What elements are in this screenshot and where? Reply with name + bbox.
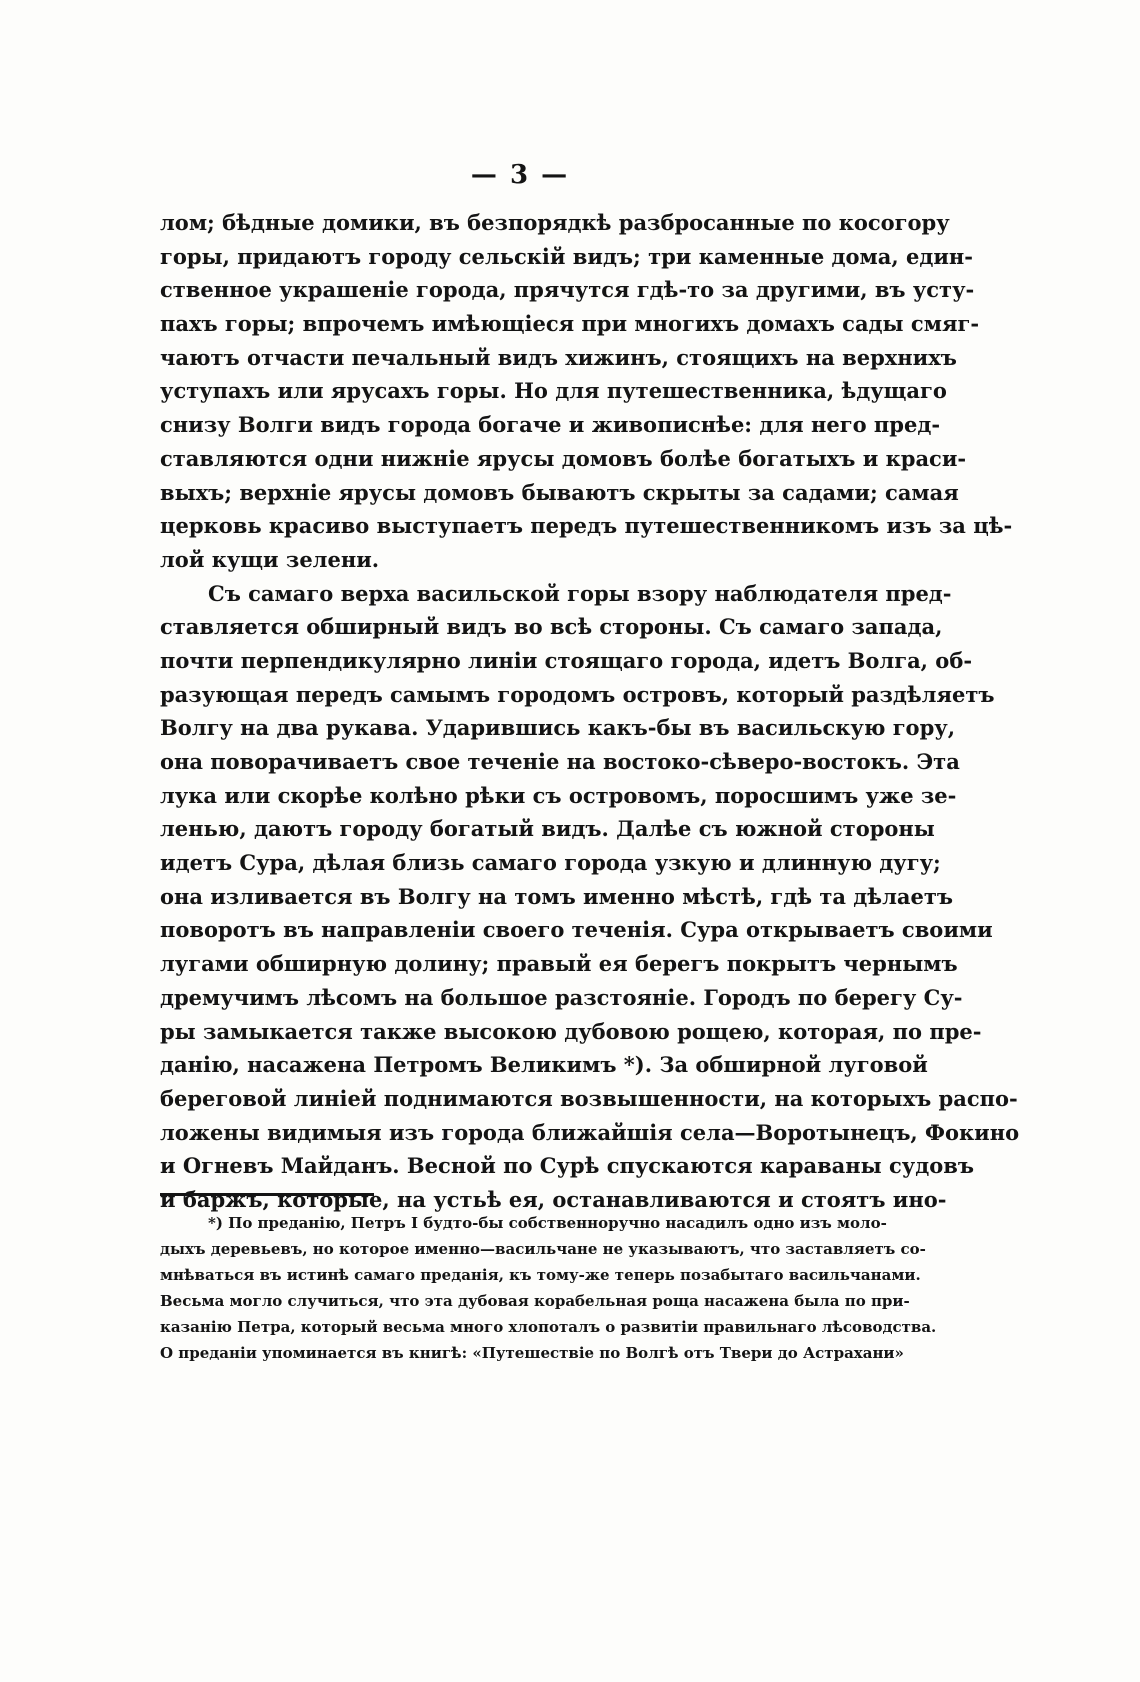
text-line: и Огневъ Майданъ. Весной по Сурѣ спускаются караваны судовъ — [160, 1153, 974, 1179]
text-line: уступахъ или ярусахъ горы. Но для путешественника, ѣдущаго — [160, 378, 947, 404]
text-line: лой кущи зелени. — [160, 546, 380, 572]
footnote-line: *) По преданію, Петръ I будто-бы собственноручно насадилъ одно изъ моло- — [208, 1214, 887, 1232]
text-line: церковь красиво выступаетъ передъ путешественникомъ изъ за цѣ- — [160, 513, 1013, 539]
page-number: — 3 — — [470, 160, 570, 190]
footnote-line: О преданіи упоминается въ книгѣ: «Путешествіе по Волгѣ отъ Твери до Астрахани» — [160, 1344, 904, 1362]
footnote-divider — [160, 1193, 374, 1196]
text-line: она изливается въ Волгу на томъ именно мѣстѣ, гдѣ та дѣлаетъ — [160, 883, 953, 909]
text-line: Волгу на два рукава. Ударившись какъ-бы въ васильскую гору, — [160, 715, 956, 741]
text-line: чаютъ отчасти печальный видъ хижинъ, стоящихъ на верхнихъ — [160, 344, 957, 370]
text-line: лугами обширную долину; правый ея берегъ покрытъ чернымъ — [160, 951, 958, 977]
text-line: она поворачиваетъ свое теченіе на востоко-сѣверо-востокъ. Эта — [160, 749, 960, 774]
text-line: Съ самаго верха васильской горы взору наблюдателя пред- — [208, 580, 952, 606]
footnote-line: казанію Петра, который весьма много хлопоталъ о развитіи правильнаго лѣсоводства. — [160, 1318, 937, 1336]
text-line: береговой линіей поднимаются возвышенности, на которыхъ распо- — [160, 1085, 1018, 1111]
text-line: горы, придаютъ городу сельскій видъ; три каменные дома, един- — [160, 243, 974, 269]
text-line: лука или скорѣе колѣно рѣки съ островомъ, поросшимъ уже зе- — [160, 782, 957, 808]
text-line: данію, насажена Петромъ Великимъ *). За обширной луговой — [160, 1052, 928, 1078]
text-line: поворотъ въ направленіи своего теченія. Сура открываетъ своими — [160, 917, 993, 943]
text-line: пахъ горы; впрочемъ имѣющіеся при многихъ домахъ сады смяг- — [160, 311, 980, 337]
text-line: выхъ; верхніе ярусы домовъ бываютъ скрыты за садами; самая — [160, 479, 959, 505]
text-line: почти перпендикулярно линіи стоящаго города, идетъ Волга, об- — [160, 647, 973, 673]
footnote-line: мнѣваться въ истинѣ самаго преданія, къ тому-же теперь позабытаго васильчанами. — [160, 1266, 921, 1284]
main-text — [160, 206, 1020, 1217]
footnote-line: Весьма могло случиться, что эта дубовая корабельная роща насажена была по при- — [160, 1292, 910, 1310]
text-line: ленью, даютъ городу богатый видъ. Далѣе съ южной стороны — [160, 816, 935, 842]
text-line: лом; бѣдные домики, въ безпорядкѣ разбросанные по косогору — [160, 210, 950, 235]
text-line: ложены видимыя изъ города ближайшія села—Воротынецъ, Фокино — [160, 1119, 1020, 1145]
text-line: ставляются одни нижніе ярусы домовъ болѣе богатыхъ и краси- — [160, 445, 967, 471]
text-line: и баржъ, которые, на устьѣ ея, останавливаются и стоятъ ино- — [160, 1186, 947, 1212]
text-line: снизу Волги видъ города богаче и живописнѣе: для него пред- — [160, 412, 941, 438]
text-line: дремучимъ лѣсомъ на большое разстояніе. Городъ по берегу Су- — [160, 984, 963, 1010]
text-line: ственное украшеніе города, прячутся гдѣ-то за другими, въ усту- — [160, 277, 975, 303]
footnote — [160, 1210, 937, 1366]
text-line: разующая передъ самымъ городомъ островъ, который раздѣляетъ — [160, 681, 995, 707]
text-line: ставляется обширный видъ во всѣ стороны. Съ самаго запада, — [160, 614, 943, 640]
text-line: ры замыкается также высокою дубовою рощею, которая, по пре- — [160, 1018, 982, 1044]
footnote-line: дыхъ деревьевъ, но которое именно—васильчане не указываютъ, что заставляетъ со- — [160, 1240, 926, 1258]
text-line: идетъ Сура, дѣлая близь самаго города узкую и длинную дугу; — [160, 850, 941, 876]
